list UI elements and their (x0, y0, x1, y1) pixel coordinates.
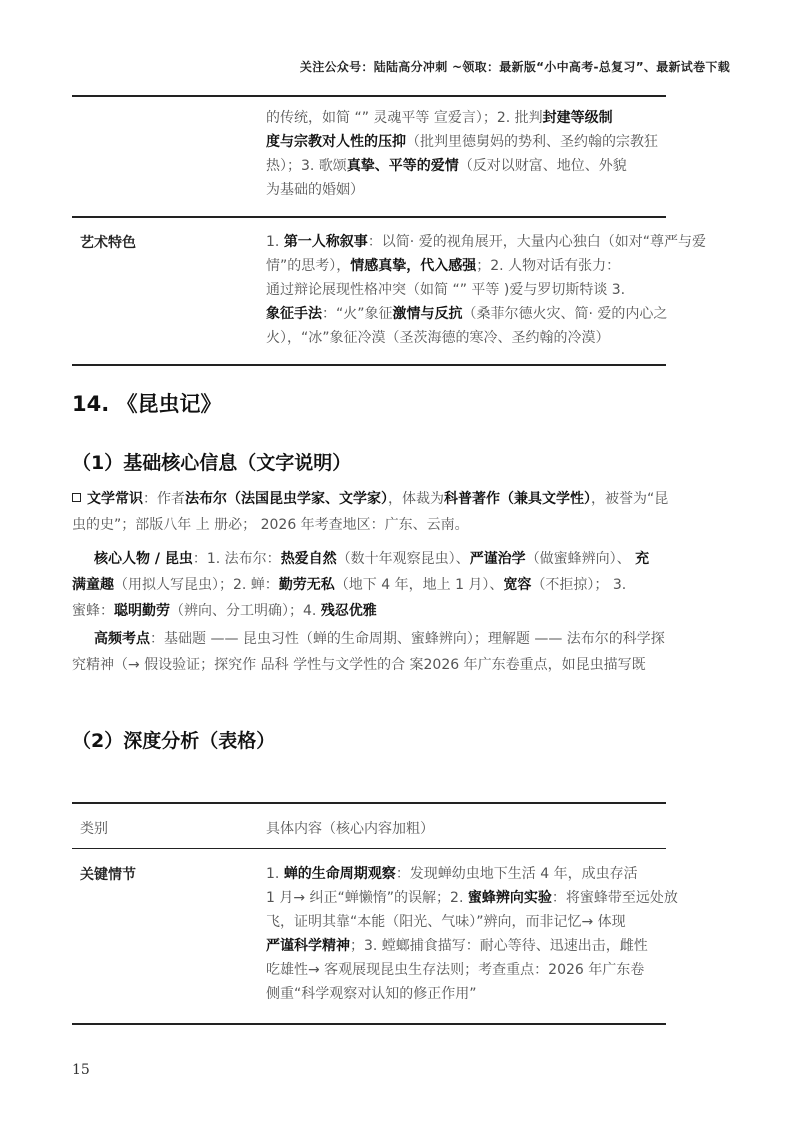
text-span: ：1. 法布尔： (192, 551, 281, 567)
text-span: （批判里德舅妈的势利、圣约翰的宗教狂 (406, 134, 658, 150)
text-line (266, 886, 726, 910)
text-span: 1 月→ 纠正“蝉懒惰”的误解；2. (266, 890, 468, 906)
text-span: ；2. 人物对话有张力： (476, 258, 621, 274)
text-line: 火），“冰”象征冷漠（圣茨海德的寒冷、圣约翰的冷漠） (266, 330, 610, 346)
text-line: 为基础的婚姻） (266, 182, 364, 198)
text-span: 热）；3. 歌颂 (266, 158, 347, 174)
bold-text: 蝉的生命周期观察 (283, 866, 396, 882)
text-span: ：“火”象征 (322, 306, 393, 322)
text-span: ，体裁为 (388, 491, 444, 507)
text-span: ：发现蝉幼虫地下生活 4 年，成虫存活 (395, 866, 638, 882)
text-span: ：基础题 —— 昆虫习性（蝉的生命周期、蜜蜂辨向）；理解题 —— 法布尔的科学探 (150, 631, 665, 647)
text-line: 侧重“科学观察对认知的修正作用” (266, 986, 477, 1002)
text-span: （反对以财富、地位、外貌 (458, 158, 627, 174)
text-span: 的传统，如简 “” 灵魂平等 宣爱言）；2. 批判 (266, 110, 543, 126)
table2-header-rule (72, 848, 666, 849)
text-span: （桑菲尔德火灾、简· 爱的内心之 (462, 306, 668, 322)
bold-text: 严谨科学精神 (266, 938, 350, 954)
text-line: 通过辩论展现性格冲突（如简 “” 平等 )爱与罗切斯特谈 3. (266, 282, 626, 298)
text-span: ：作者 (143, 491, 185, 507)
bold-text: 满童趣 (72, 577, 114, 593)
square-bullet-icon (72, 493, 81, 502)
text-span: （不拒掠）； 3. (531, 577, 627, 593)
key-plot-label: 关键情节 (80, 867, 136, 883)
text-span: 1. (266, 866, 284, 882)
bold-text: 严谨治学 (469, 551, 526, 567)
bold-text: 残忍优雅 (320, 603, 377, 619)
text-line (266, 130, 726, 154)
text-line (266, 934, 726, 958)
text-span: （做蜜蜂辨向）、 (525, 551, 636, 567)
bold-text: 法布尔（法国昆虫学家、文学家） (185, 491, 388, 507)
bold-text: 第一人称叙事 (283, 234, 368, 250)
text-line: 吃雄性→ 客观展现昆虫生存法则；考查重点：2026 年广东卷 (266, 962, 645, 978)
table2-bottom-rule (72, 1023, 666, 1025)
paragraph-core-characters (72, 546, 732, 624)
text-span: ；3. 螳螂捕食描写：耐心等待、迅速出击，雌性 (350, 938, 648, 954)
table-top-rule (72, 95, 666, 97)
bold-text: 宽容 (503, 577, 532, 593)
bold-text: 勤劳无私 (278, 577, 335, 593)
bold-text: 高频考点 (94, 631, 150, 647)
section-title: 14. 《昆虫记》 (72, 392, 222, 416)
subsection-title-analysis: （2）深度分析（表格） (72, 730, 276, 752)
text-span: （数十年观察昆虫）、 (336, 551, 470, 567)
text-line (266, 254, 726, 278)
header-note: 关注公众号：陆陆高分冲刺 ~领取：最新版“小中高考-总复习”、最新试卷下载 (299, 60, 730, 74)
text-span: ：以简· 爱的视角展开，大量内心独白（如对“尊严与爱 (367, 234, 706, 250)
key-plot-content (266, 862, 726, 1006)
bold-text: 激情与反抗 (392, 306, 463, 322)
bold-text: 真挚、平等的爱情 (346, 158, 459, 174)
text-span: （地下 4 年，地上 1 月）、 (334, 577, 504, 593)
theme-row-content (266, 106, 726, 202)
text-span: ，被誉为“昆 (591, 491, 669, 507)
subsection-title-basic: （1）基础核心信息（文字说明） (72, 452, 352, 474)
bold-text: 聪明勤劳 (114, 603, 170, 619)
paragraph-literary-facts (72, 486, 732, 538)
text-span: （辨向、分工明确）；4. (170, 603, 321, 619)
column-header-content: 具体内容（核心内容加粗） (266, 821, 434, 837)
bold-text: 象征手法 (266, 306, 322, 322)
art-features-label: 艺术特色 (80, 235, 136, 251)
bold-text: 情感真挚，代入感强 (350, 258, 477, 274)
art-features-content (266, 230, 726, 350)
bold-text: 科普著作（兼具文学性） (444, 491, 591, 507)
paragraph-exam-points (72, 626, 732, 678)
table-bottom-rule (72, 364, 666, 366)
text-span: 情”的思考）， (266, 258, 351, 274)
column-header-type: 类别 (80, 821, 108, 837)
table2-top-rule (72, 802, 666, 804)
table-row-rule (72, 216, 666, 218)
bold-text: 核心人物 / 昆虫 (94, 551, 193, 567)
text-line (266, 154, 726, 178)
bold-text: 热爱自然 (280, 551, 337, 567)
text-span: 究精神（→ 假设验证；探究作 品科 学性与文学性的合 案2026 年广东卷重点，如昆虫描写既 (72, 657, 646, 673)
text-line: 飞，证明其靠“本能（阳光、气味）”辨向，而非记忆→ 体现 (266, 914, 626, 930)
text-span: 1. (266, 234, 284, 250)
text-line (266, 230, 726, 254)
bold-text: 充 (635, 551, 650, 567)
text-span: 蜜蜂： (72, 603, 114, 619)
bold-text: 度与宗教对人性的压抑 (266, 134, 406, 150)
text-span: 虫的史”；部版八年 上 册必； 2026 年考查地区：广东、云南。 (72, 517, 469, 533)
page-number: 15 (72, 1062, 90, 1078)
text-line (266, 862, 726, 886)
bold-text: 封建等级制 (542, 110, 613, 126)
text-span: （用拟人写昆虫）；2. 蝉： (114, 577, 279, 593)
text-line (266, 302, 726, 326)
bold-text: 文学常识 (87, 491, 143, 507)
bold-text: 蜜蜂辨向实验 (467, 890, 552, 906)
text-line (266, 106, 726, 130)
text-span: ：将蜜蜂带至远处放 (551, 890, 678, 906)
